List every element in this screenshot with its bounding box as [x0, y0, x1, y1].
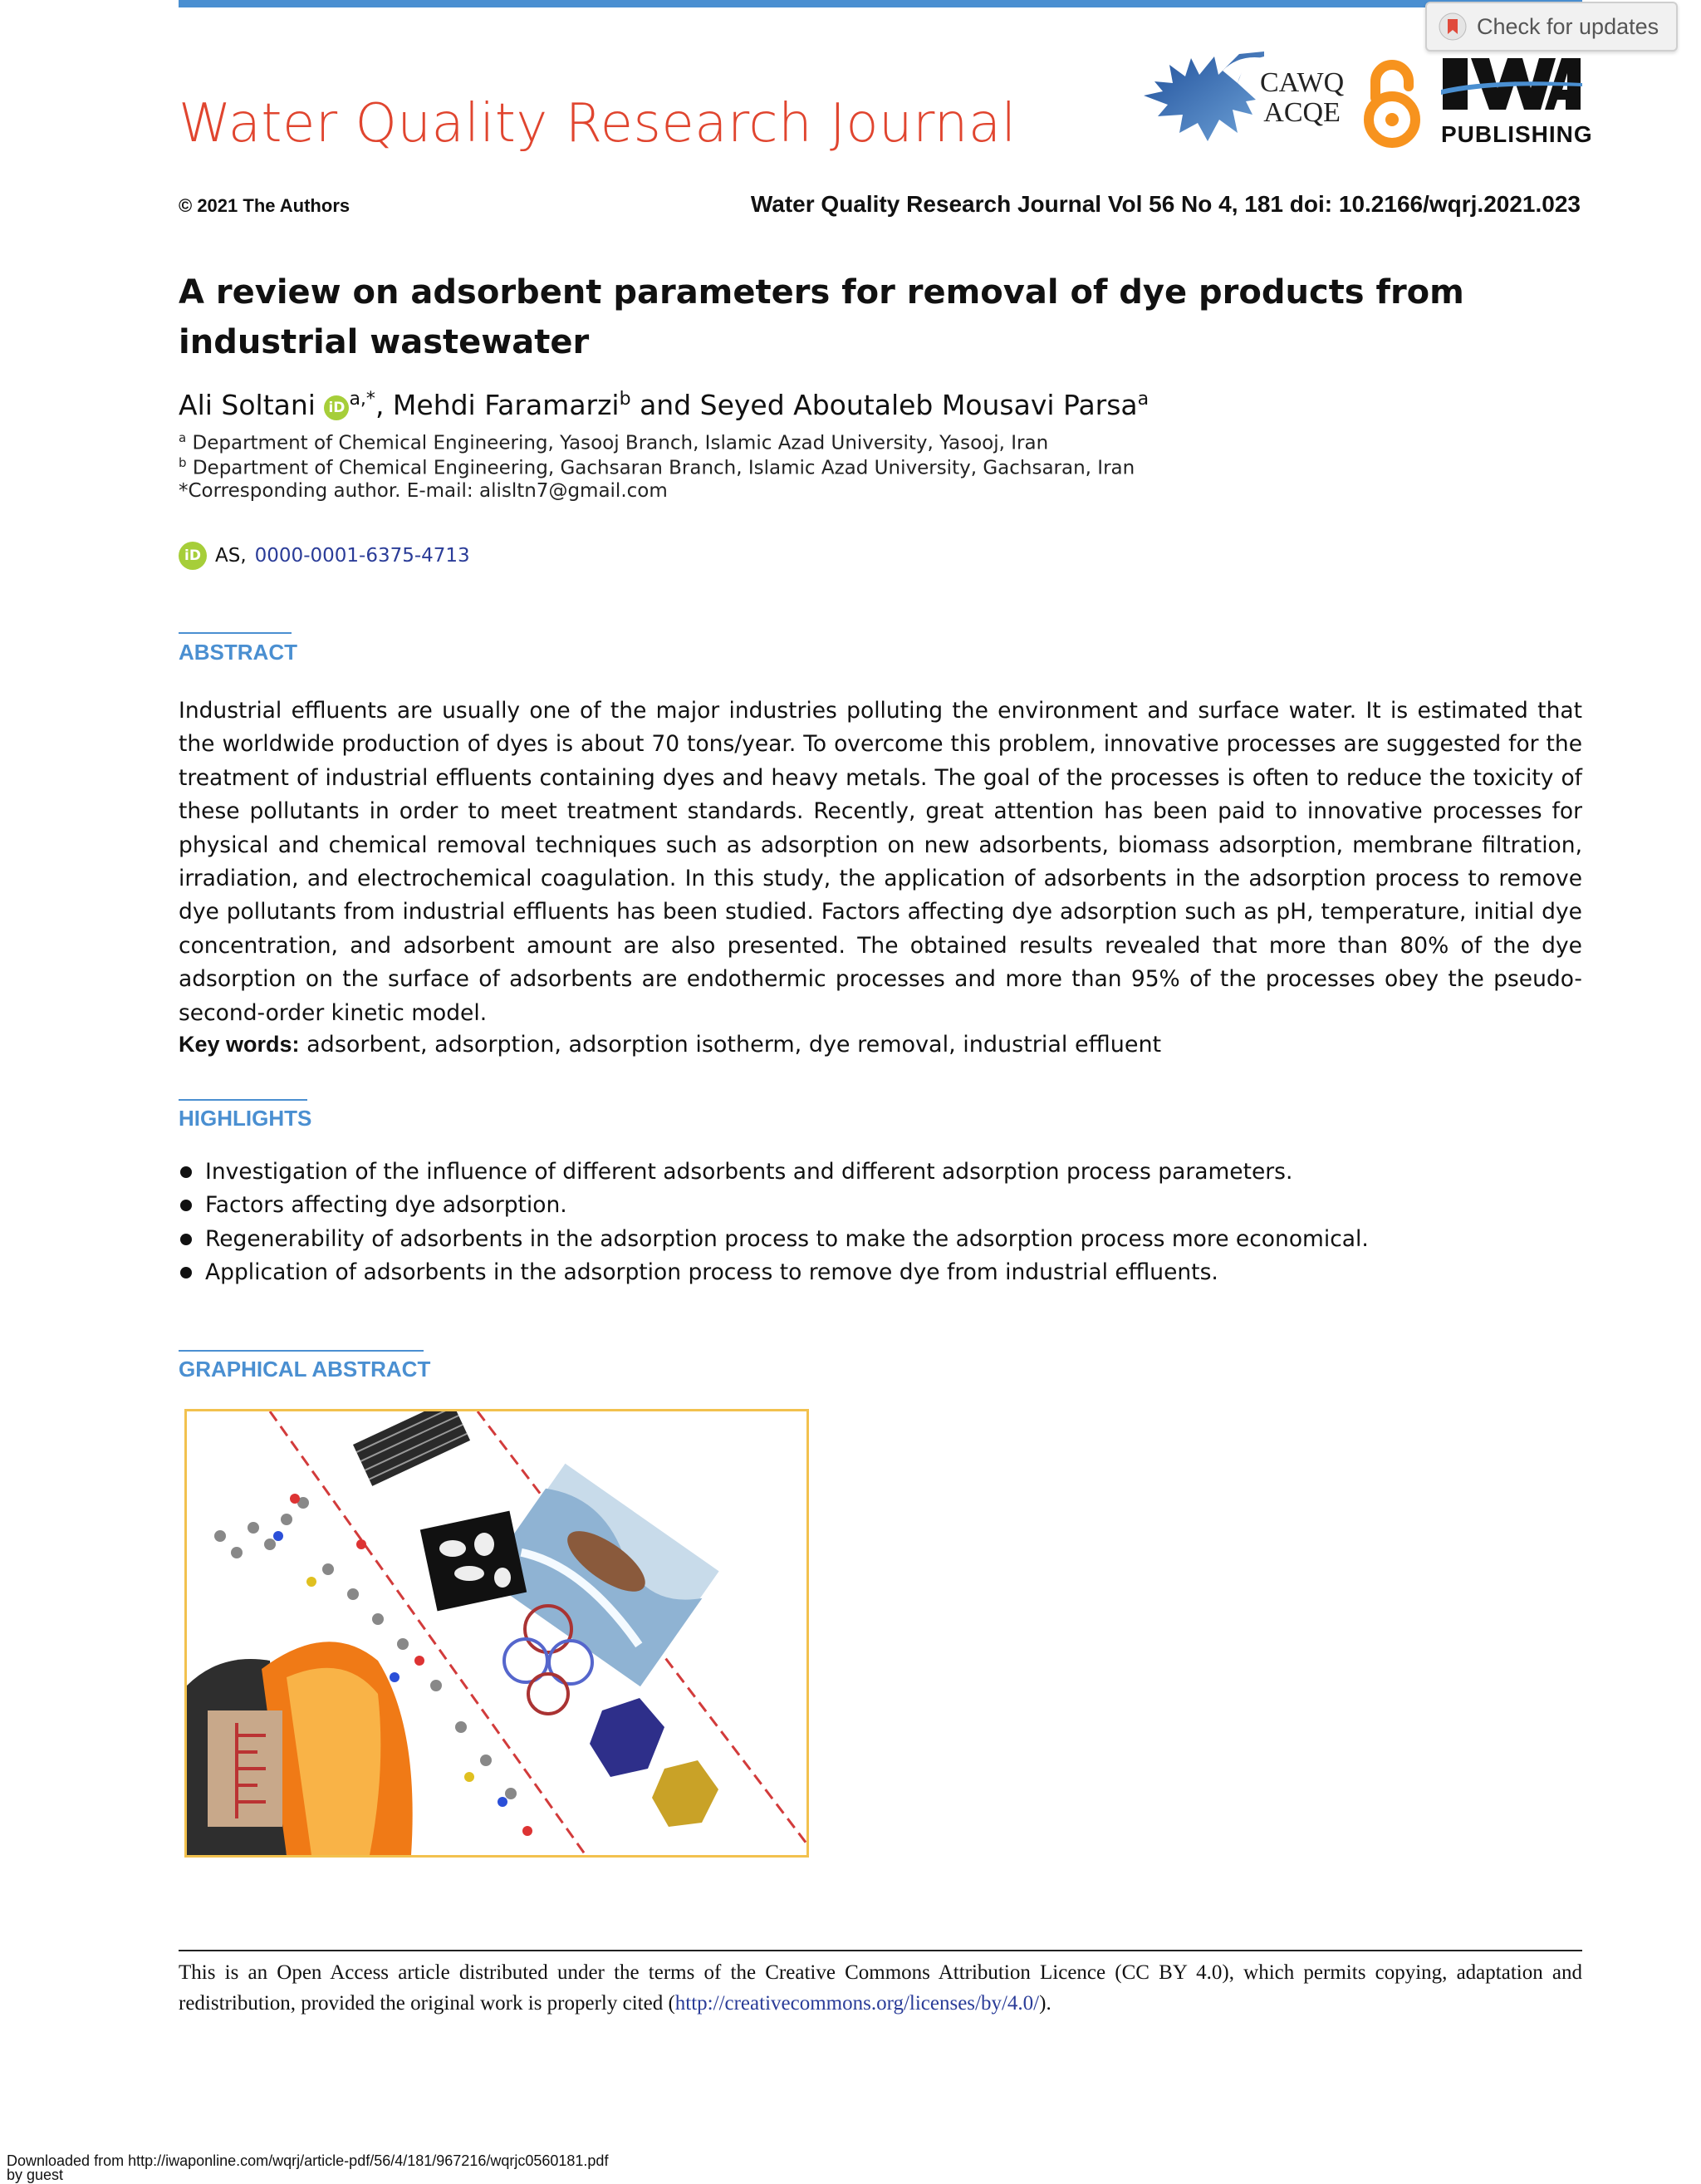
abstract-heading: ABSTRACT — [179, 640, 297, 665]
keywords-text: adsorbent, adsorption, adsorption isotherm, dye removal, industrial effluent — [306, 1032, 1162, 1058]
orcid-initials: AS, — [215, 545, 247, 567]
list-item: Regenerability of adsorbents in the adsorption process to make the adsorption process more economical. — [179, 1223, 1369, 1256]
cawq-logo — [1140, 50, 1349, 150]
list-item: Factors affecting dye adsorption. — [179, 1189, 1369, 1222]
cawq-line2: ACQE — [1263, 97, 1341, 128]
author-list — [179, 389, 1149, 421]
abstract-rule — [179, 632, 292, 634]
footer-rule — [179, 1950, 1582, 1951]
copyright-notice: © 2021 The Authors — [179, 195, 350, 216]
orcid-icon[interactable]: iD — [179, 542, 207, 570]
author-affil-sup: a,* — [349, 389, 375, 410]
affiliation-sup: a — [179, 430, 187, 445]
affiliation-a — [179, 430, 1048, 454]
maple-leaf-wave-icon — [1140, 50, 1272, 150]
citation-line: Water Quality Research Journal Vol 56 No 4, 181 doi: 10.2166/wqrj.2021.023 — [750, 191, 1581, 217]
license-text: This is an Open Access article distributed under the terms of the Creative Commons Attribution Licence (CC BY 4.0), which permits copying, adaptation and redistribution, provided the original work is properly cited ( — [179, 1961, 1582, 2015]
bookmark-icon — [1439, 12, 1467, 41]
affiliation-text: Department of Chemical Engineering, Yasooj Branch, Islamic Azad University, Yasooj, Iran — [192, 432, 1049, 454]
download-stamp — [7, 2154, 608, 2182]
article-title: A review on adsorbent parameters for removal of dye products from industrial wastewater — [179, 273, 1464, 361]
download-line: by guest — [7, 2167, 64, 2183]
iwa-wordmark-icon — [1441, 53, 1582, 120]
check-for-updates-button[interactable] — [1425, 2, 1678, 52]
abstract-text: Industrial effluents are usually one of the major industries polluting the environment and surface water. It is estimated that the worldwide production of dyes is about 70 tons/year. To overcome this problem, innovative processes are suggested for the treatment of industrial effluents containing dyes and heavy metals. The goal of the processes is often to reduce the toxicity of these pollutants in order to meet treatment standards. Recently, great attention has been paid to innovative processes for physical and chemical removal techniques such as adsorption on new adsorbents, biomass adsorption, membrane filtration, irradiation, and electrochemical coagulation. In this study, the application of adsorbents in the adsorption process to remove dye pollutants from industrial effluents has been studied. Factors affecting dye adsorption such as pH, temperature, initial dye concentration, and adsorbent amount are also presented. The obtained results revealed that more than 80% of the dye adsorption on the surface of adsorbents are endothermic processes and more than 95% of the processes obey the pseudo-second-order kinetic model. — [179, 698, 1582, 1026]
keywords-label: Key words: — [179, 1032, 300, 1057]
list-item: Application of adsorbents in the adsorption process to remove dye from industrial effluents. — [179, 1256, 1369, 1289]
cawq-text — [1260, 68, 1344, 128]
cawq-line1: CAWQ — [1260, 67, 1345, 98]
keywords-line — [179, 1032, 1161, 1058]
license-end: ). — [1039, 1992, 1051, 2015]
check-for-updates-label: Check for updates — [1477, 13, 1659, 39]
download-line: Downloaded from http://iwaponline.com/wqrj/article-pdf/56/4/181/967216/wqrjc0560181.pdf — [7, 2152, 609, 2169]
license-notice — [179, 1957, 1582, 2019]
journal-title: Water Quality Research Journal — [179, 93, 1017, 155]
graphical-abstract-rule — [179, 1350, 424, 1352]
author-affil-sup: a — [1137, 389, 1150, 410]
license-link[interactable]: http://creativecommons.org/licenses/by/4.0/ — [674, 1992, 1040, 2015]
orcid-link[interactable]: 0000-0001-6375-4713 — [254, 545, 470, 567]
highlights-rule — [179, 1099, 307, 1101]
affiliation-b — [179, 455, 1135, 479]
corresponding-author: *Corresponding author. E-mail: alisltn7@gmail.com — [179, 480, 668, 502]
graphical-abstract-heading: GRAPHICAL ABSTRACT — [179, 1357, 431, 1382]
affiliation-sup: b — [179, 455, 187, 470]
highlights-heading: HIGHLIGHTS — [179, 1106, 312, 1131]
list-item: Investigation of the influence of different adsorbents and different adsorption process parameters. — [179, 1156, 1369, 1189]
author-name: and Seyed Aboutaleb Mousavi Parsa — [630, 389, 1138, 421]
highlights-list — [179, 1156, 1369, 1290]
author-name: , Mehdi Faramarzi — [375, 389, 620, 421]
author-name: Ali Soltani — [179, 389, 316, 421]
iwa-publishing-label: PUBLISHING — [1441, 121, 1593, 147]
iwa-publishing-logo — [1441, 53, 1593, 150]
author-affil-sup: b — [619, 389, 631, 410]
orcid-line — [179, 542, 470, 570]
open-access-icon — [1362, 58, 1422, 154]
orcid-icon[interactable]: iD — [324, 395, 349, 420]
affiliation-text: Department of Chemical Engineering, Gachsaran Branch, Islamic Azad University, Gachsaran, Iran — [192, 457, 1135, 479]
top-accent-bar — [179, 0, 1582, 7]
graphical-abstract-image — [184, 1409, 809, 1858]
